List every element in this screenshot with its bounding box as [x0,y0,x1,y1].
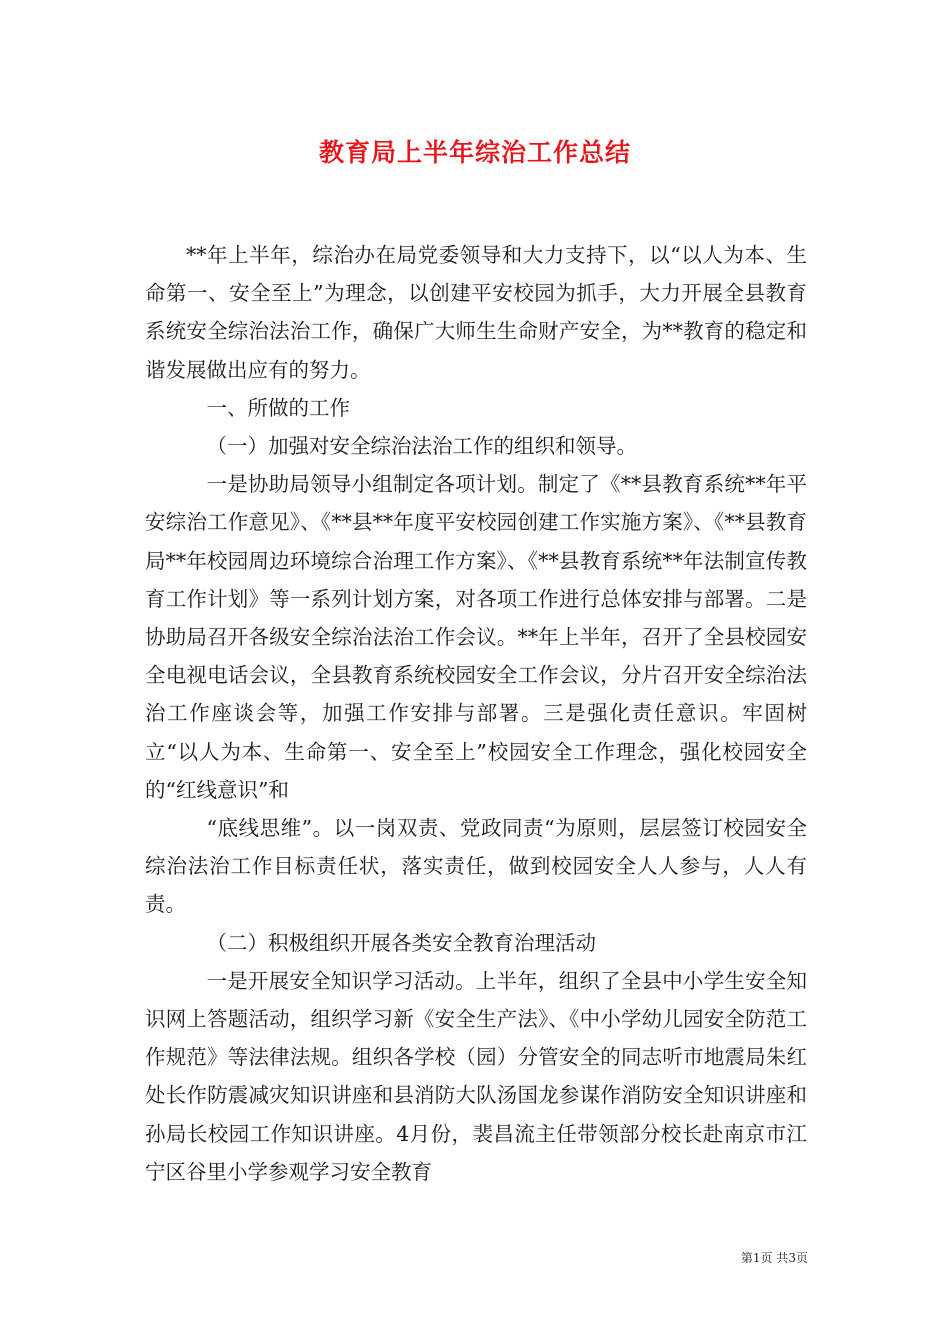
subsection-heading: （二）积极组织开展各类安全教育治理活动 [206,930,596,955]
subsection-heading: （一）加强对安全综治法治工作的组织和领导。 [206,434,637,459]
document-title: 教育局上半年综治工作总结 [318,138,631,167]
paragraph: 一是协助局领导小组制定各项计划。制定了《**县教育系统**年平安综治工作意见》、《**县**年度平安校园创建工作实施方案》、《**县教育局**年校园周边环境综合治理工作方案》、《**县教育系统**年法制宣传教育工作计划》等一系列计划方案，对各项工作进行总体安排与部署。二是协助局召开各级安全综治法治工作会议。**年上半年，召开了全县校园安全电视电话会议，全县教育系统校园安全工作会议，分片召开安全综治法治工作座谈会等，加强工作安排与部署。三是强化责任意识。牢固树立“以人为本、生命第一、安全至上”校园安全工作理念，强化校园安全的“红线意识”和 [145,472,807,802]
paragraph-intro: **年上半年，综治办在局党委领导和大力支持下，以“以人为本、生命第一、安全至上”为理念，以创建平安校园为抓手，大力开展全县教育系统安全综治法治工作，确保广大师生生命财产安全，为**教育的稳定和谐发展做出应有的努力。 [145,243,807,382]
document-body [145,236,807,1191]
section-heading: 一、所做的工作 [206,395,350,420]
page-number: 第1页 共3页 [740,1251,808,1265]
paragraph: 一是开展安全知识学习活动。上半年，组织了全县中小学生安全知识网上答题活动，组织学习新《安全生产法》、《中小学幼儿园安全防范工作规范》等法律法规。组织各学校（园）分管安全的同志听市地震局朱红处长作防震减灾知识讲座和县消防大队汤国龙参谋作消防安全知识讲座和孙局长校园工作知识讲座。4月份，裴昌流主任带领部分校长赴南京市江宁区谷里小学参观学习安全教育 [145,968,807,1184]
paragraph: “底线思维”。以一岗双责、党政同责“为原则，层层签订校园安全综治法治工作目标责任状，落实责任，做到校园安全人人参与，人人有责。 [145,816,807,917]
